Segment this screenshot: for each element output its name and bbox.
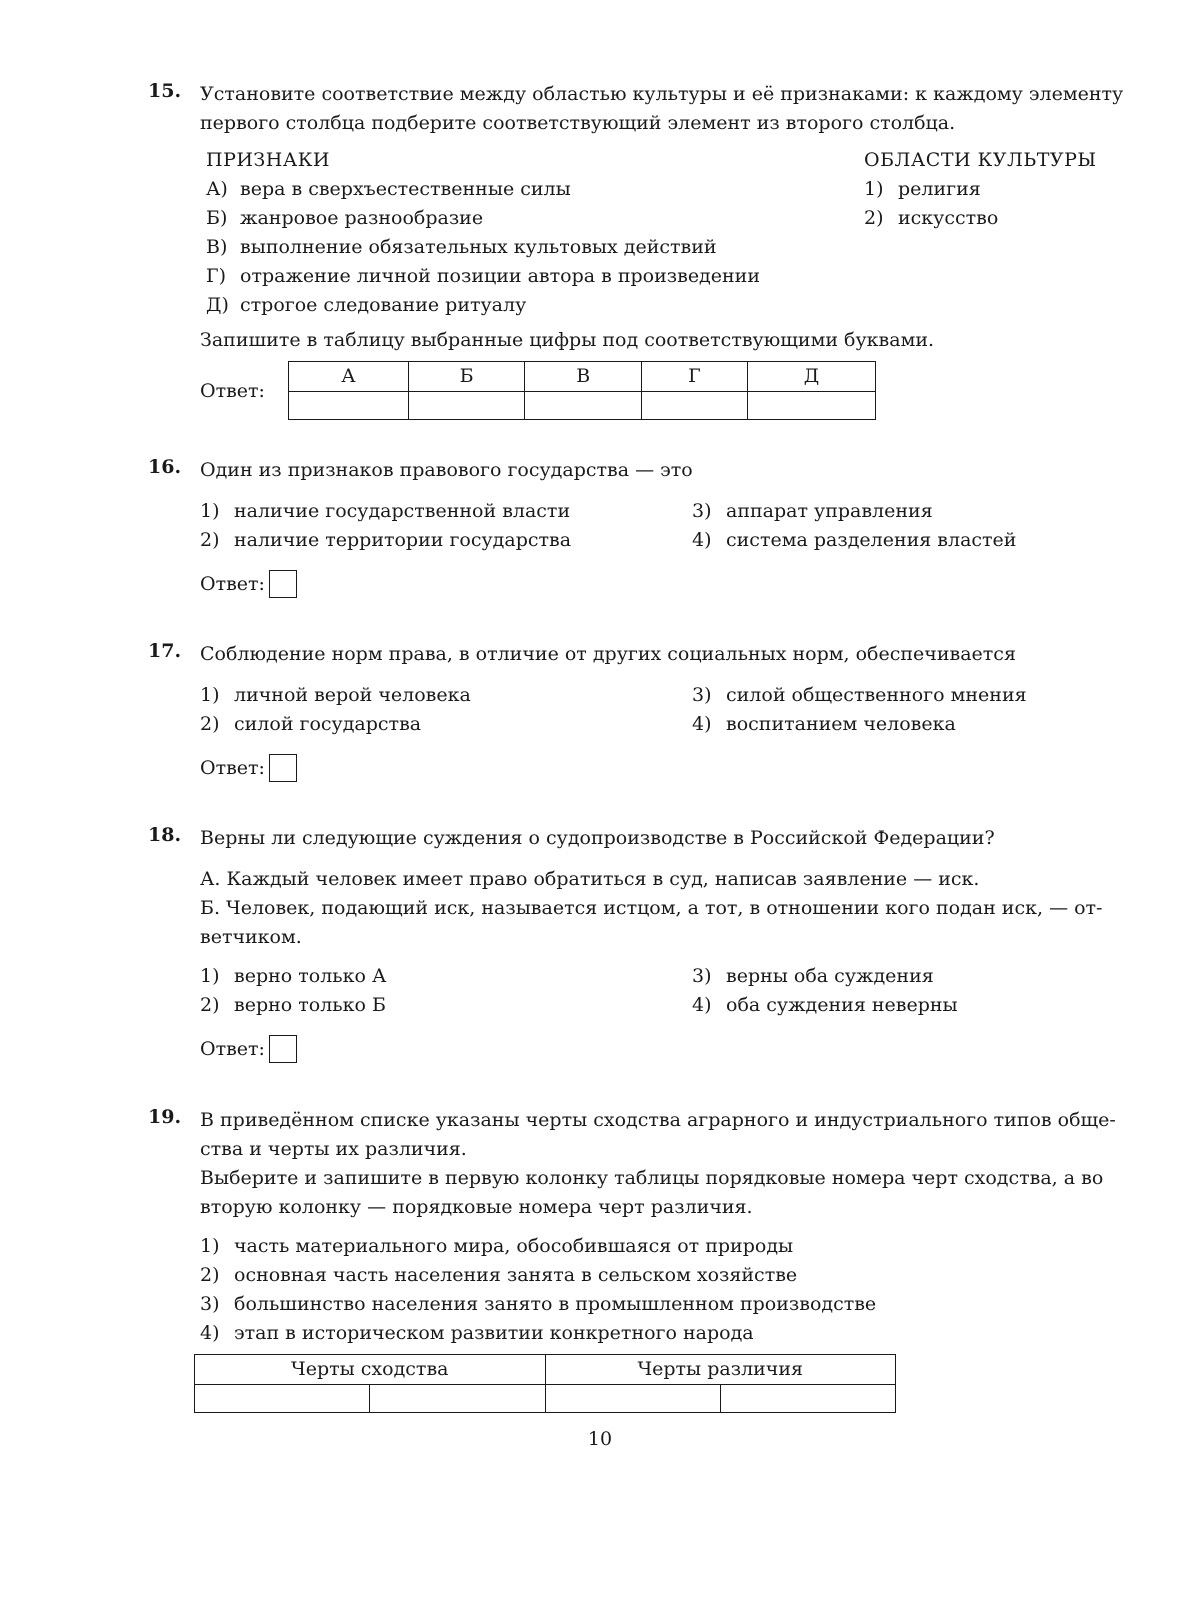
answer-label: Ответ: (200, 572, 265, 595)
feature-item: В) выполнение обязательных культовых действий (206, 236, 717, 258)
answer-label: Ответ: (200, 1037, 265, 1060)
feature-item: Г) отражение личной позиции автора в произведении (206, 265, 760, 287)
option-item: 1) наличие государственной власти (200, 500, 571, 522)
answer-cell[interactable] (525, 392, 642, 420)
task-number: 19. (148, 1106, 182, 1128)
answer-cell[interactable] (408, 392, 525, 420)
answer-table (288, 361, 876, 420)
statement-a: А. Каждый человек имеет право обратиться в суд, написав заявление — иск. (200, 868, 980, 890)
answer-row (200, 753, 1160, 782)
instruction-text: Выберите и запишите в первую колонку таблицы порядковые номера черт сходства, а во (200, 1167, 1104, 1189)
option-item: 4) система разделения властей (692, 529, 1017, 551)
answer-row (200, 1034, 1160, 1063)
answer-cell[interactable] (641, 392, 747, 420)
area-item: 1) религия (864, 178, 981, 200)
table-header: А (289, 362, 409, 392)
table-header: Черты сходства (195, 1355, 546, 1385)
intro-text: В приведённом списке указаны черты сходства аграрного и индустриального типов обще- (200, 1109, 1116, 1131)
task-number: 16. (148, 456, 182, 478)
answer-label: Ответ: (200, 380, 265, 402)
instruction-text: вторую колонку — порядковые номера черт различия. (200, 1196, 753, 1218)
option-item: 3) верны оба суждения (692, 965, 934, 987)
list-item: 2) основная часть населения занята в сельском хозяйстве (200, 1264, 798, 1286)
option-item: 2) верно только Б (200, 994, 386, 1016)
task-number: 15. (148, 80, 182, 102)
task-number: 17. (148, 640, 182, 662)
answer-label: Ответ: (200, 756, 265, 779)
option-item: 2) наличие территории государства (200, 529, 572, 551)
table-header: Г (641, 362, 747, 392)
question-text: первого столбца подберите соответствующий элемент из второго столбца. (200, 112, 956, 134)
answer-cell[interactable] (195, 1385, 370, 1413)
question-text: Установите соответствие между областью культуры и её признаками: к каждому элементу (200, 83, 1124, 105)
question-text: Один из признаков правового государства — это (200, 459, 693, 481)
option-item: 1) верно только А (200, 965, 387, 987)
question-text: Соблюдение норм права, в отличие от других социальных норм, обеспечивается (200, 643, 1016, 665)
answer-row (200, 569, 1160, 598)
answer-cell[interactable] (289, 392, 409, 420)
statement-b: ветчиком. (200, 926, 302, 948)
option-item: 4) оба суждения неверны (692, 994, 958, 1016)
feature-item: А) вера в сверхъестественные силы (206, 178, 571, 200)
features-heading: ПРИЗНАКИ (206, 149, 330, 171)
instruction-text: Запишите в таблицу выбранные цифры под соответствующими буквами. (200, 329, 935, 351)
answer-cell[interactable] (720, 1385, 895, 1413)
intro-text: ства и черты их различия. (200, 1138, 467, 1160)
answer-table (194, 1354, 896, 1413)
answer-box[interactable] (269, 754, 297, 782)
area-item: 2) искусство (864, 207, 999, 229)
table-header: В (525, 362, 642, 392)
answer-cell[interactable] (747, 392, 875, 420)
answer-box[interactable] (269, 570, 297, 598)
list-item: 1) часть материального мира, обособившаяся от природы (200, 1235, 794, 1257)
feature-item: Д) строгое следование ритуалу (206, 294, 527, 316)
statement-b: Б. Человек, подающий иск, называется истцом, а тот, в отношении кого подан иск, — от- (200, 897, 1103, 919)
option-item: 1) личной верой человека (200, 684, 471, 706)
option-item: 2) силой государства (200, 713, 422, 735)
list-item: 3) большинство населения занято в промышленном производстве (200, 1293, 877, 1315)
table-header: Б (408, 362, 525, 392)
task-number: 18. (148, 824, 182, 846)
list-item: 4) этап в историческом развитии конкретного народа (200, 1322, 754, 1344)
answer-cell[interactable] (370, 1385, 545, 1413)
answer-cell[interactable] (545, 1385, 720, 1413)
question-text: Верны ли следующие суждения о судопроизводстве в Российской Федерации? (200, 827, 995, 849)
feature-item: Б) жанровое разнообразие (206, 207, 484, 229)
table-header: Д (747, 362, 875, 392)
option-item: 3) аппарат управления (692, 500, 933, 522)
page-number: 10 (587, 1428, 613, 1450)
option-item: 3) силой общественного мнения (692, 684, 1027, 706)
option-item: 4) воспитанием человека (692, 713, 956, 735)
answer-box[interactable] (269, 1035, 297, 1063)
table-header: Черты различия (545, 1355, 896, 1385)
areas-heading: ОБЛАСТИ КУЛЬТУРЫ (864, 149, 1097, 171)
